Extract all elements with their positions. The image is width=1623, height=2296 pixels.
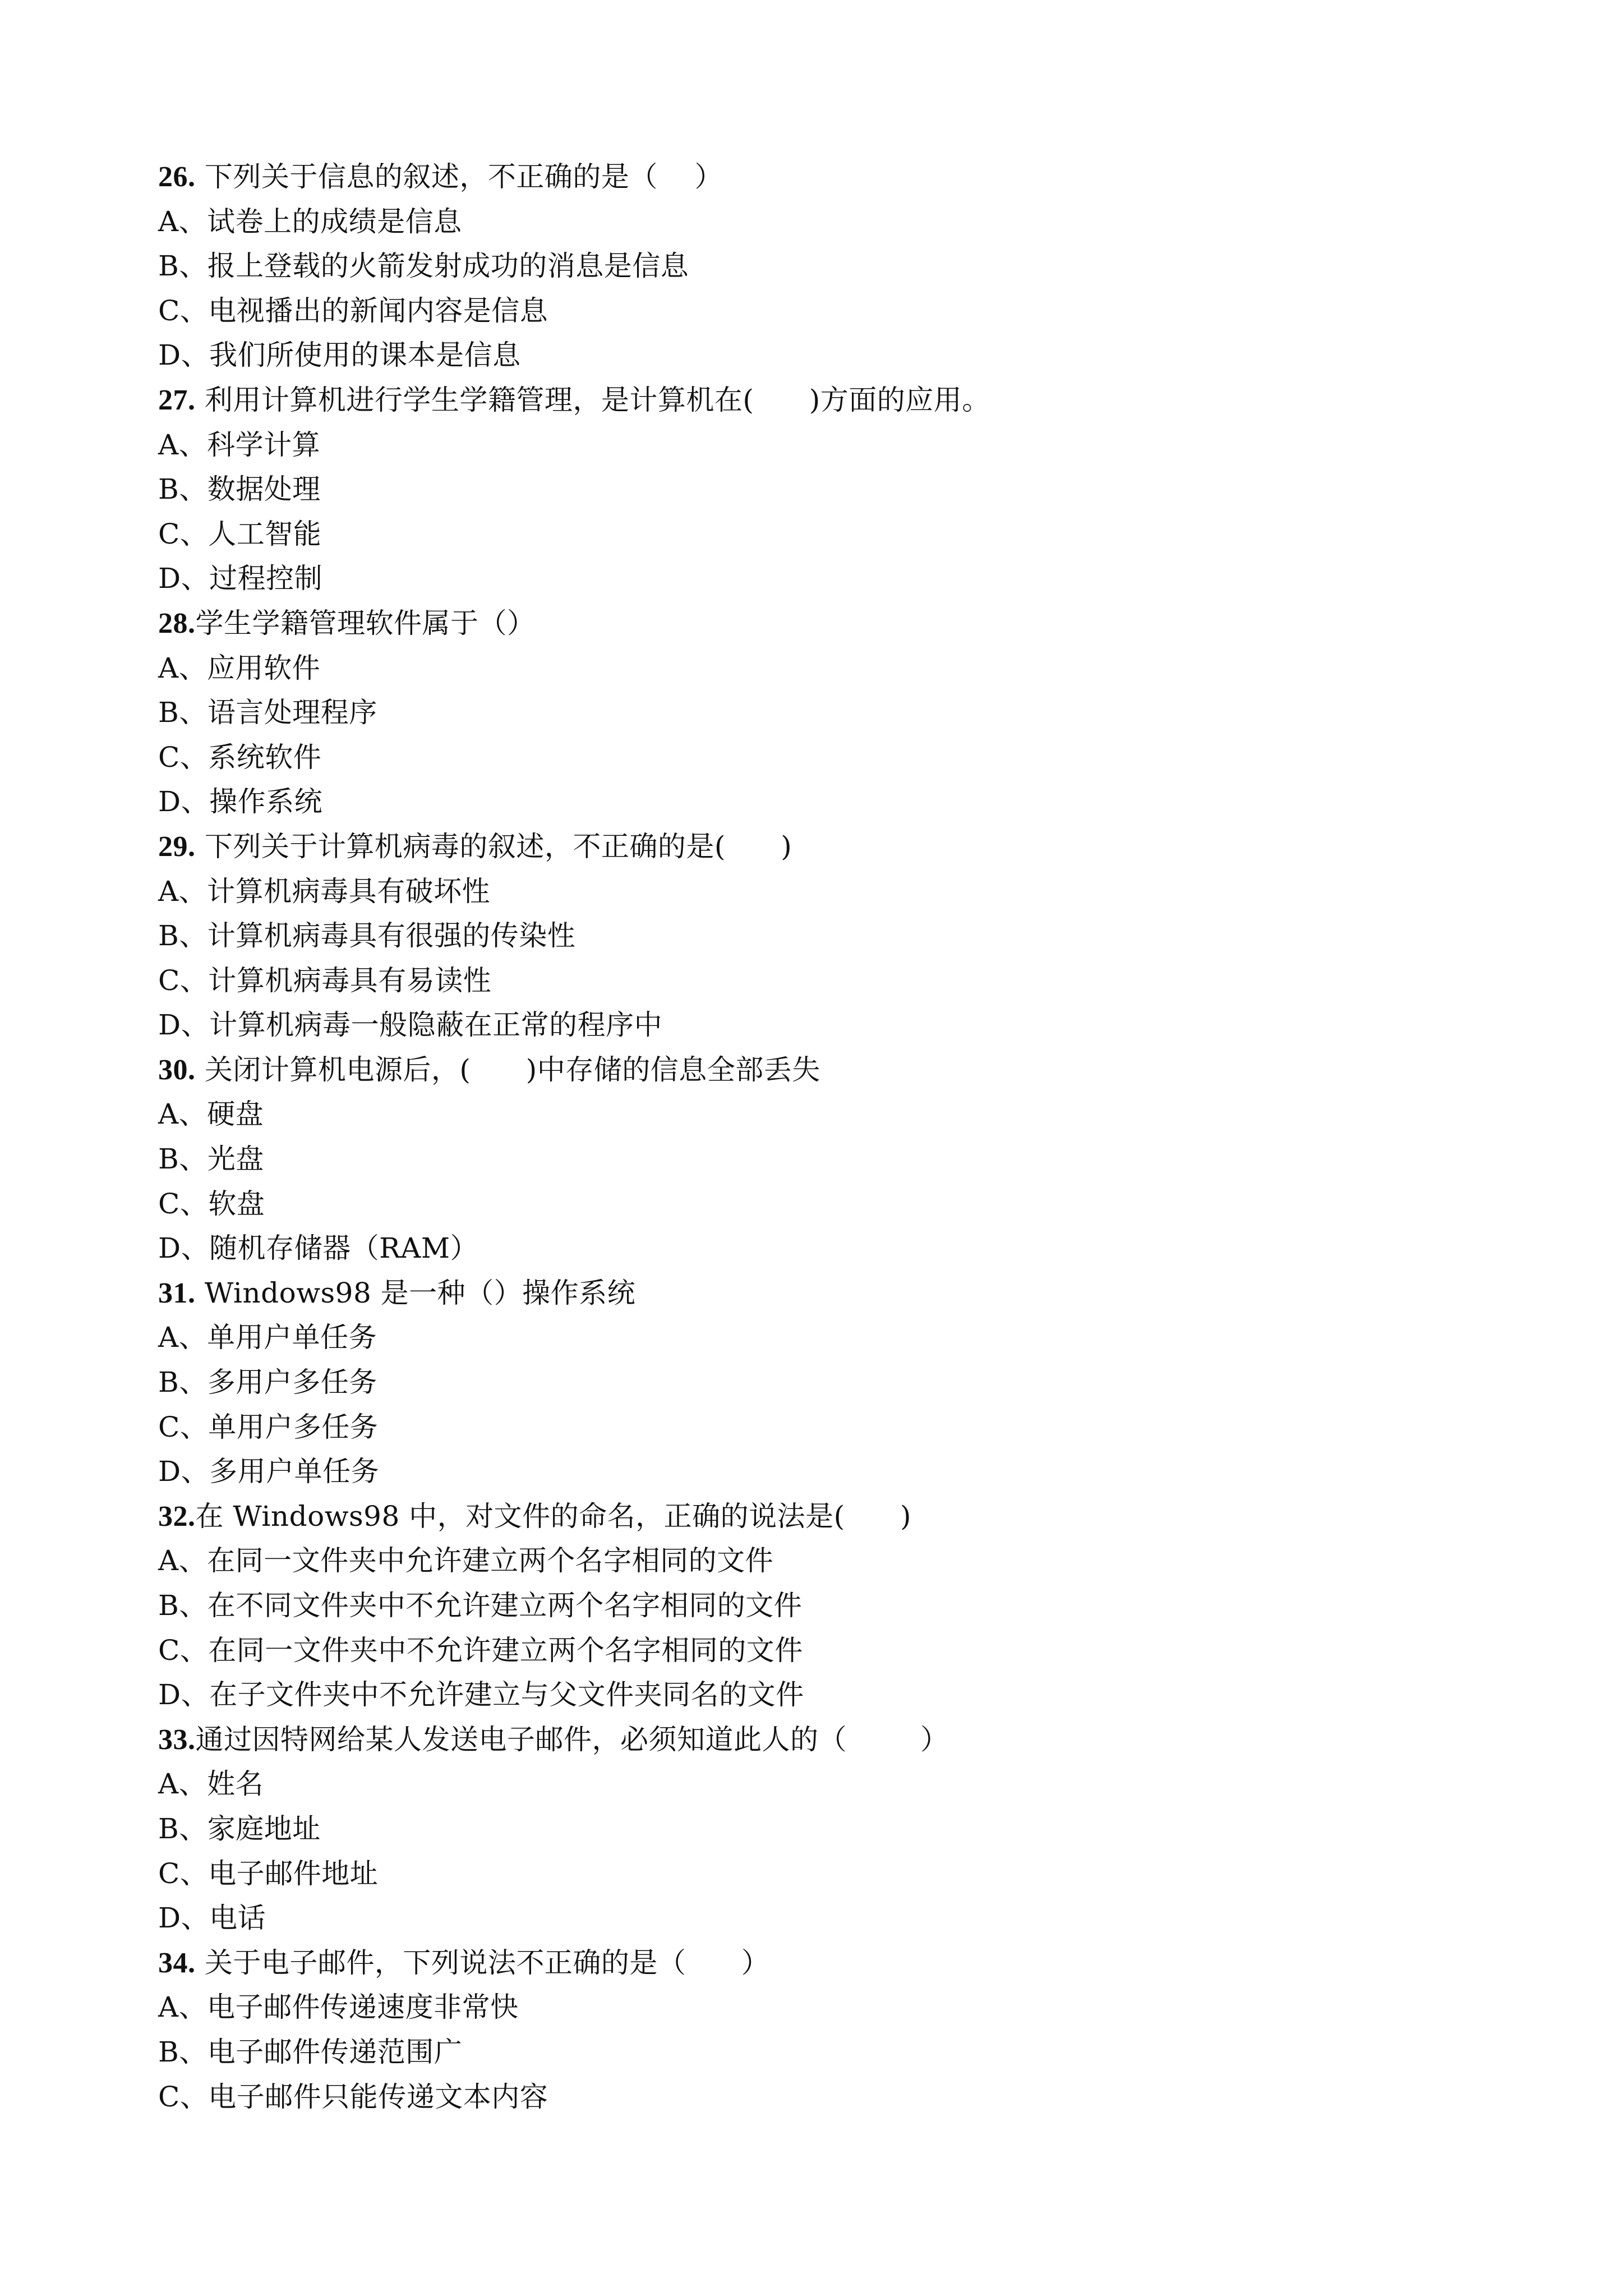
question-text: 通过因特网给某人发送电子邮件，必须知道此人的（ ）: [195, 1723, 949, 1756]
question-number: 33.: [158, 1723, 196, 1756]
option-c: C、电子邮件地址: [158, 1857, 379, 1890]
option-a: A、计算机病毒具有破坏性: [158, 875, 491, 908]
question-text: 学生学籍管理软件属于（）: [195, 606, 536, 639]
option-b: B、电子邮件传递范围广: [158, 2035, 463, 2068]
question-number: 26.: [158, 161, 196, 193]
option-b: B、多用户多任务: [158, 1366, 377, 1399]
question-text: 在 Windows98 中，对文件的命名，正确的说法是( ): [195, 1499, 912, 1533]
question-number: 30.: [158, 1053, 196, 1086]
option-c: C、人工智能: [158, 517, 322, 550]
option-c: C、电子邮件只能传递文本内容: [158, 2080, 548, 2113]
question-28: [158, 601, 1465, 825]
question-stem: [158, 601, 1465, 646]
question-stem: [158, 1941, 1465, 1986]
option-d: D、多用户单任务: [158, 1455, 380, 1488]
question-stem: [158, 378, 1465, 423]
question-27: [158, 378, 1465, 601]
option-b: B、光盘: [158, 1143, 264, 1176]
question-29: [158, 825, 1465, 1048]
option-d: D、在子文件夹中不允许建立与父文件夹同名的文件: [158, 1678, 804, 1711]
option-a: A、姓名: [158, 1768, 264, 1801]
question-stem: [158, 1271, 1465, 1316]
question-number: 28.: [158, 607, 196, 639]
question-34: [158, 1941, 1465, 2119]
option-a: A、电子邮件传递速度非常快: [158, 1991, 519, 2024]
question-text: 关于电子邮件，下列说法不正确的是（ ）: [195, 1946, 770, 1979]
question-number: 34.: [158, 1947, 196, 1979]
question-26: [158, 155, 1465, 378]
option-b: B、家庭地址: [158, 1812, 321, 1845]
question-number: 31.: [158, 1277, 196, 1309]
option-c: C、系统软件: [158, 740, 322, 774]
question-30: [158, 1048, 1465, 1271]
question-stem: [158, 155, 1465, 200]
option-a: A、科学计算: [158, 428, 321, 461]
question-text: 下列关于信息的叙述，不正确的是（ ）: [195, 160, 723, 193]
option-a: A、在同一文件夹中允许建立两个名字相同的文件: [158, 1544, 774, 1577]
question-text: 下列关于计算机病毒的叙述，不正确的是( ): [195, 830, 792, 863]
question-stem: [158, 1494, 1465, 1539]
question-sheet: [158, 155, 1465, 2119]
option-c: C、软盘: [158, 1187, 265, 1220]
question-text: 利用计算机进行学生学籍管理，是计算机在( )方面的应用。: [195, 383, 990, 416]
option-d: D、操作系统: [158, 785, 323, 818]
option-a: A、应用软件: [158, 651, 321, 684]
question-stem: [158, 825, 1465, 869]
option-d: D、电话: [158, 1902, 266, 1935]
option-a: A、试卷上的成绩是信息: [158, 205, 462, 238]
question-number: 32.: [158, 1500, 196, 1533]
question-text: 关闭计算机电源后，( )中存储的信息全部丢失: [195, 1053, 820, 1086]
option-a: A、单用户单任务: [158, 1321, 377, 1354]
question-33: [158, 1718, 1465, 1941]
question-number: 27.: [158, 384, 196, 416]
question-32: [158, 1494, 1465, 1718]
option-c: C、计算机病毒具有易读性: [158, 964, 492, 997]
question-stem: [158, 1718, 1465, 1763]
option-d: D、过程控制: [158, 562, 323, 595]
question-number: 29.: [158, 830, 196, 863]
question-31: [158, 1271, 1465, 1494]
option-c: C、电视播出的新闻内容是信息: [158, 294, 548, 327]
option-b: B、数据处理: [158, 473, 321, 506]
option-d: D、随机存储器（RAM）: [158, 1232, 479, 1265]
option-b: B、语言处理程序: [158, 696, 377, 729]
question-stem: [158, 1048, 1465, 1093]
option-c: C、在同一文件夹中不允许建立两个名字相同的文件: [158, 1634, 803, 1667]
option-a: A、硬盘: [158, 1098, 264, 1131]
option-d: D、我们所使用的课本是信息: [158, 339, 521, 372]
option-b: B、报上登载的火箭发射成功的消息是信息: [158, 250, 689, 283]
option-b: B、计算机病毒具有很强的传染性: [158, 919, 576, 953]
option-c: C、单用户多任务: [158, 1410, 379, 1443]
option-b: B、在不同文件夹中不允许建立两个名字相同的文件: [158, 1589, 803, 1622]
question-text: Windows98 是一种（）操作系统: [195, 1276, 636, 1309]
option-d: D、计算机病毒一般隐蔽在正常的程序中: [158, 1009, 663, 1042]
